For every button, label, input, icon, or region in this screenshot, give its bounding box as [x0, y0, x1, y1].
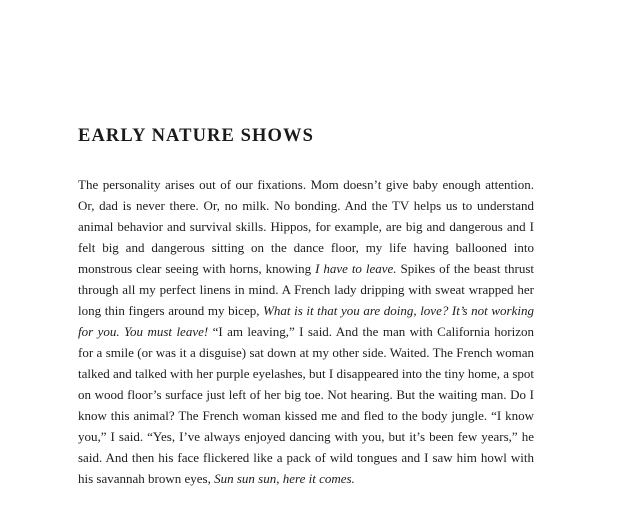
chapter-title: EARLY NATURE SHOWS	[78, 126, 315, 146]
italic-phrase-1: I have to leave.	[315, 261, 397, 276]
paragraph-text-2: Spikes of the beast thrust through all my perfect linens in mind. A French lady dripping with sweat wrapped her long thin fingers around my bicep,	[78, 261, 534, 318]
paragraph-text-1: The personality arises out of our fixations. Mom doesn’t give baby enough attention. Or, dad is never there. Or, no milk. No bonding. And the TV helps us to understand animal behavior and survival skills. Hippos, for example, are big and dangerous and I felt big and dangerous sitting on the dance floor, my life having ballooned into monstrous clear seeing with horns, knowing	[78, 177, 534, 276]
paragraph-text-3: “I am leaving,” I said. And the man with California horizon for a smile (or was it a disguise) sat down at my other side. Waited. The French woman talked and talked with her purple eyelashes, but I disappeared into the tiny home, a spot on wood floor’s surface just left of her big toe. Not hearing. But the waiting man. Do I know this animal? The French woman kissed me and fled to the body jungle. “I know you,” I said. “Yes, I’ve always enjoyed dancing with you, but it’s been few years,” he said. And then his face flickered like a pack of wild tongues and I saw him howl with his savannah brown eyes,	[78, 324, 534, 486]
body-paragraph	[78, 174, 534, 489]
italic-phrase-2: What is it that you are doing, love? It’s not working for you. You must leave!	[78, 303, 534, 339]
italic-phrase-3: Sun sun sun, here it comes.	[214, 471, 355, 486]
